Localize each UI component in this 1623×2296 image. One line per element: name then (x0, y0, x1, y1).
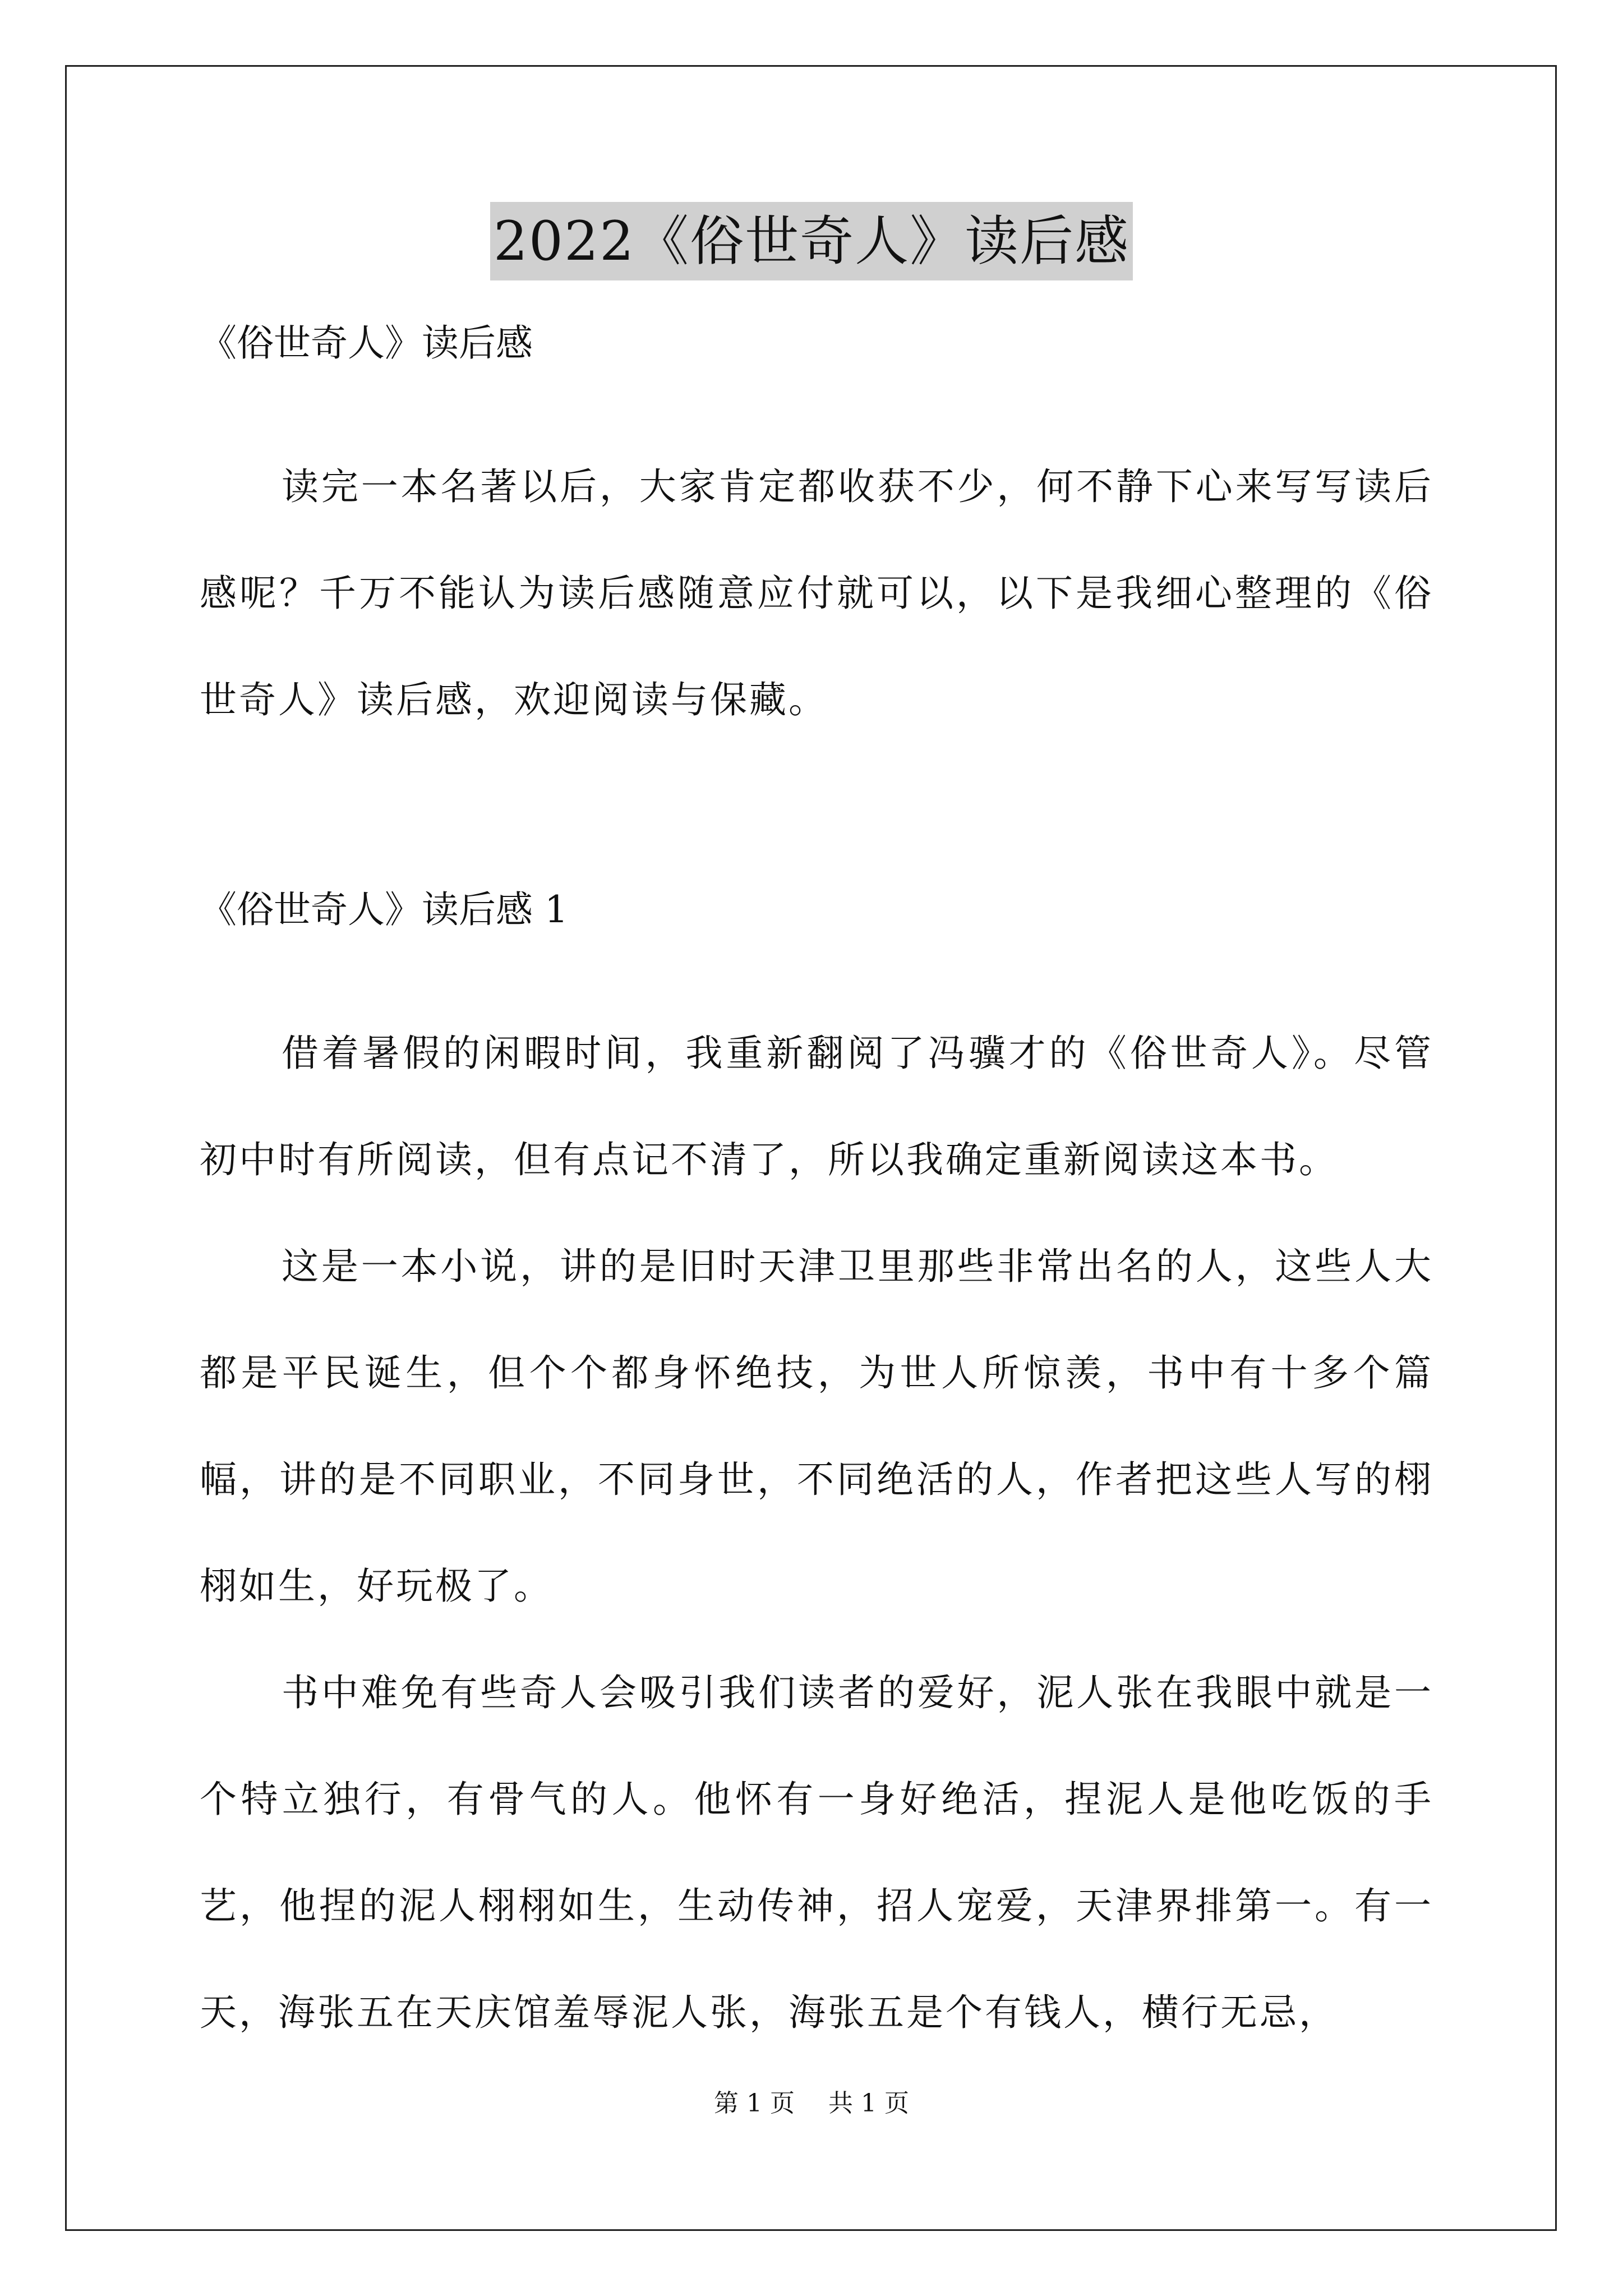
body-paragraph: 书中难免有些奇人会吸引我们读者的爱好，泥人张在我眼中就是一个特立独行，有骨气的人。他怀有一身好绝活，捏泥人是他吃饭的手艺，他捏的泥人栩栩如生，生动传神，招人宠爱，天津界排第一。有一天，海张五在天庆馆羞辱泥人张，海张五是个有钱人，横行无忌， (200, 1671, 1433, 2034)
intro-heading: 《俗世奇人》读后感 (200, 321, 533, 365)
page-number: 第 1 页 (714, 2089, 795, 2118)
page-footer (0, 2087, 1623, 2120)
title-container (0, 202, 1623, 280)
document-title: 2022《俗世奇人》读后感 (490, 202, 1133, 280)
body-paragraph: 这是一本小说，讲的是旧时天津卫里那些非常出名的人，这些人大都是平民诞生，但个个都身怀绝技，为世人所惊羡，书中有十多个篇幅，讲的是不同职业，不同身世，不同绝活的人，作者把这些人写的栩栩如生，好玩极了。 (200, 1245, 1433, 1608)
section-heading: 《俗世奇人》读后感 1 (200, 888, 568, 931)
intro-paragraph: 读完一本名著以后，大家肯定都收获不少，何不静下心来写写读后感呢？千万不能认为读后感随意应付就可以，以下是我细心整理的《俗世奇人》读后感，欢迎阅读与保藏。 (200, 465, 1433, 721)
body-paragraph: 借着暑假的闲暇时间，我重新翻阅了冯骥才的《俗世奇人》。尽管初中时有所阅读，但有点记不清了，所以我确定重新阅读这本书。 (200, 1032, 1433, 1181)
page-total: 共 1 页 (828, 2089, 909, 2118)
